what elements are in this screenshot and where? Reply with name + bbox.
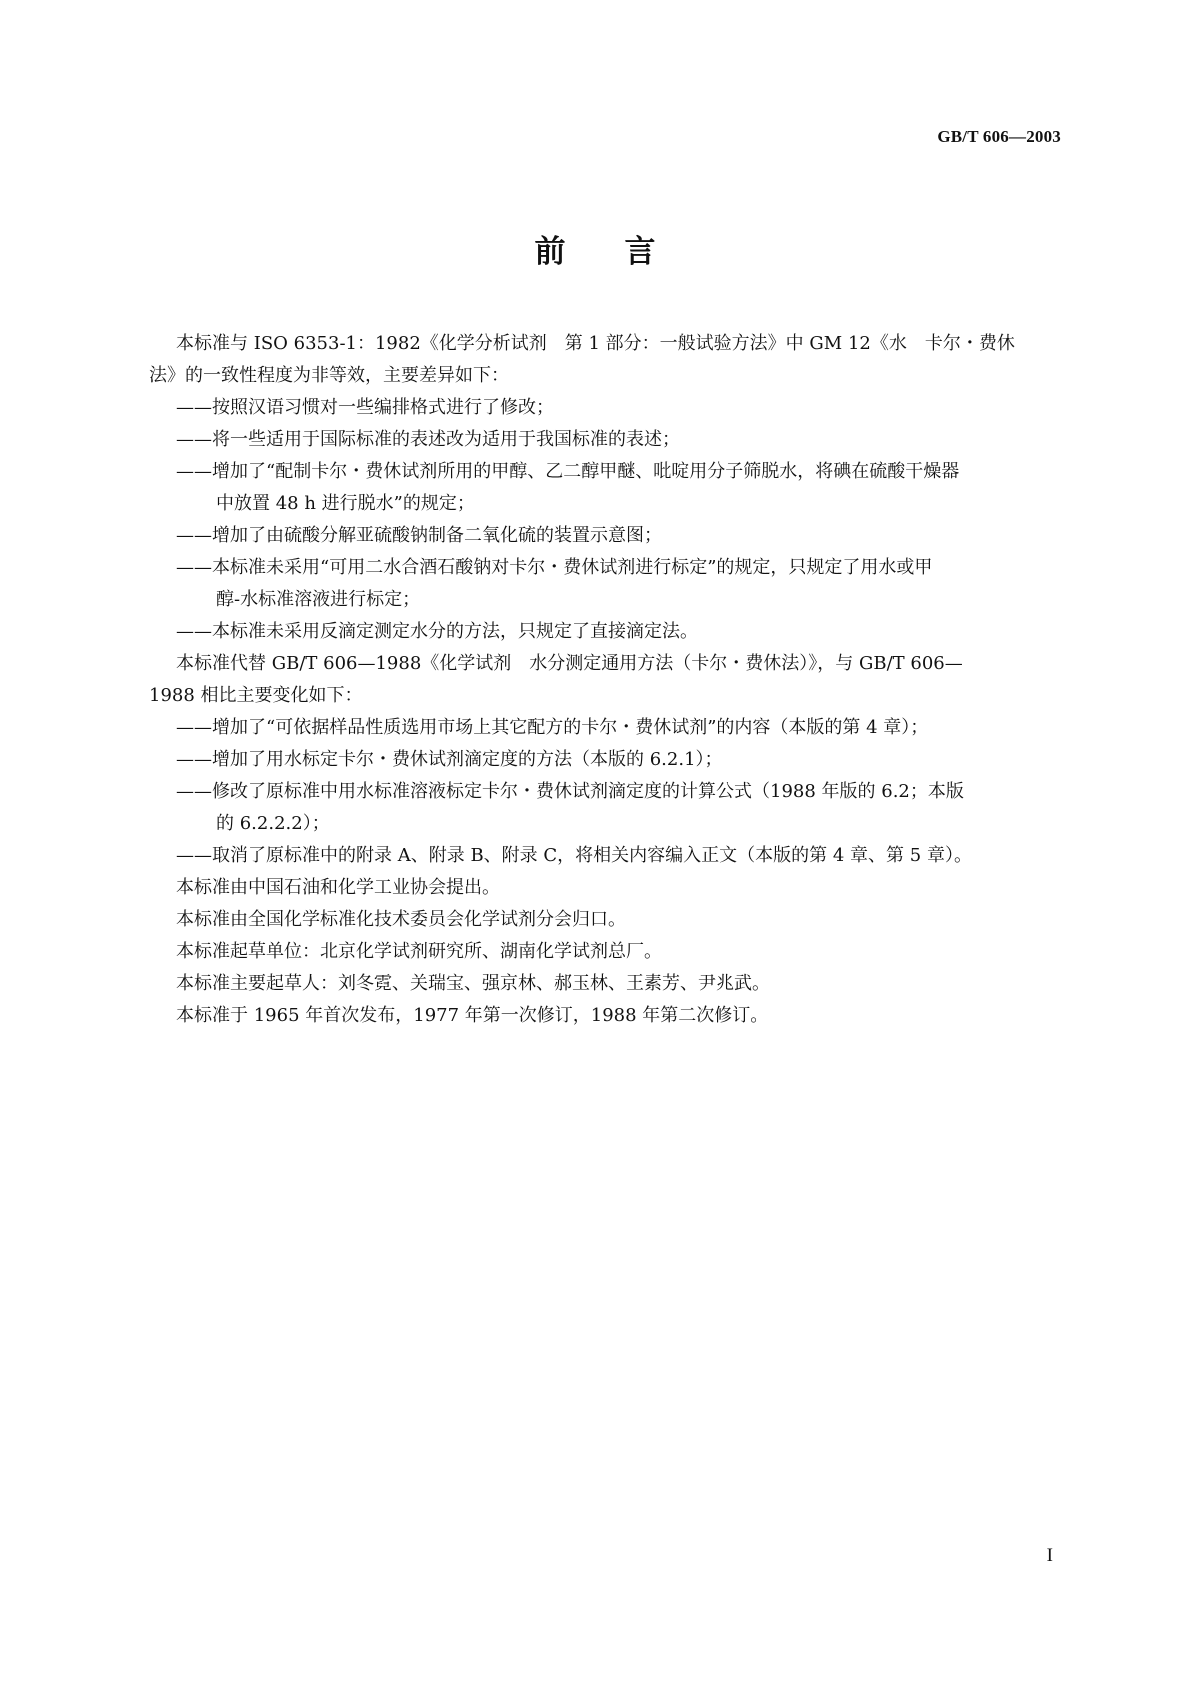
text-line: 本标准由中国石油和化学工业协会提出。 xyxy=(176,877,500,898)
text-line: 本标准代替 GB/T 606—1988《化学试剂 水分测定通用方法（卡尔・费休法）》，与 GB/T 606— xyxy=(176,653,963,674)
list-item-line: ——增加了由硫酸分解亚硫酸钠制备二氧化硫的装置示意图； xyxy=(176,525,662,546)
list-item-line: ——增加了用水标定卡尔・费休试剂滴定度的方法（本版的 6.2.1）； xyxy=(176,749,723,770)
text-line: 本标准与 ISO 6353-1：1982《化学分析试剂 第 1 部分：一般试验方法》中 GM 12《水 卡尔・费休 xyxy=(176,333,1015,354)
list-item-line: ——修改了原标准中用水标准溶液标定卡尔・费休试剂滴定度的计算公式（1988 年版的 6.2；本版 xyxy=(176,781,964,802)
list-item-line: ——增加了“可依据样品性质选用市场上其它配方的卡尔・费休试剂”的内容（本版的第 4 章）； xyxy=(176,717,929,738)
list-item-continuation: 的 6.2.2.2）； xyxy=(216,813,330,834)
list-item-line: ——本标准未采用“可用二水合酒石酸钠对卡尔・费休试剂进行标定”的规定，只规定了用水或甲 xyxy=(176,557,933,578)
standard-code: GB/T 606—2003 xyxy=(937,127,1061,146)
title-part-1: 前 xyxy=(534,234,567,270)
list-item-line: ——将一些适用于国际标准的表述改为适用于我国标准的表述； xyxy=(176,429,680,450)
text-line: 1988 相比主要变化如下： xyxy=(149,685,363,706)
page-title xyxy=(0,226,1191,271)
list-item-line: ——本标准未采用反滴定测定水分的方法，只规定了直接滴定法。 xyxy=(176,621,698,642)
text-line: 法》的一致性程度为非等效，主要差异如下： xyxy=(149,365,509,386)
foreword-body xyxy=(149,328,1058,1032)
list-item-line: ——按照汉语习惯对一些编排格式进行了修改； xyxy=(176,397,554,418)
text-line: 本标准起草单位：北京化学试剂研究所、湖南化学试剂总厂。 xyxy=(176,941,662,962)
title-part-2: 言 xyxy=(624,234,657,270)
page-number: I xyxy=(1046,1545,1053,1566)
list-item-line: ——取消了原标准中的附录 A、附录 B、附录 C，将相关内容编入正文（本版的第 4 章、第 5 章）。 xyxy=(176,845,972,866)
list-item-continuation: 中放置 48 h 进行脱水”的规定； xyxy=(216,493,475,514)
list-item-line: ——增加了“配制卡尔・费休试剂所用的甲醇、乙二醇甲醚、吡啶用分子筛脱水，将碘在硫酸干燥器 xyxy=(176,461,960,482)
list-item-continuation: 醇-水标准溶液进行标定； xyxy=(216,589,421,610)
text-line: 本标准由全国化学标准化技术委员会化学试剂分会归口。 xyxy=(176,909,626,930)
text-line: 本标准于 1965 年首次发布，1977 年第一次修订，1988 年第二次修订。 xyxy=(176,1005,769,1026)
text-line: 本标准主要起草人：刘冬霓、关瑞宝、强京林、郝玉林、王素芳、尹兆武。 xyxy=(176,973,770,994)
